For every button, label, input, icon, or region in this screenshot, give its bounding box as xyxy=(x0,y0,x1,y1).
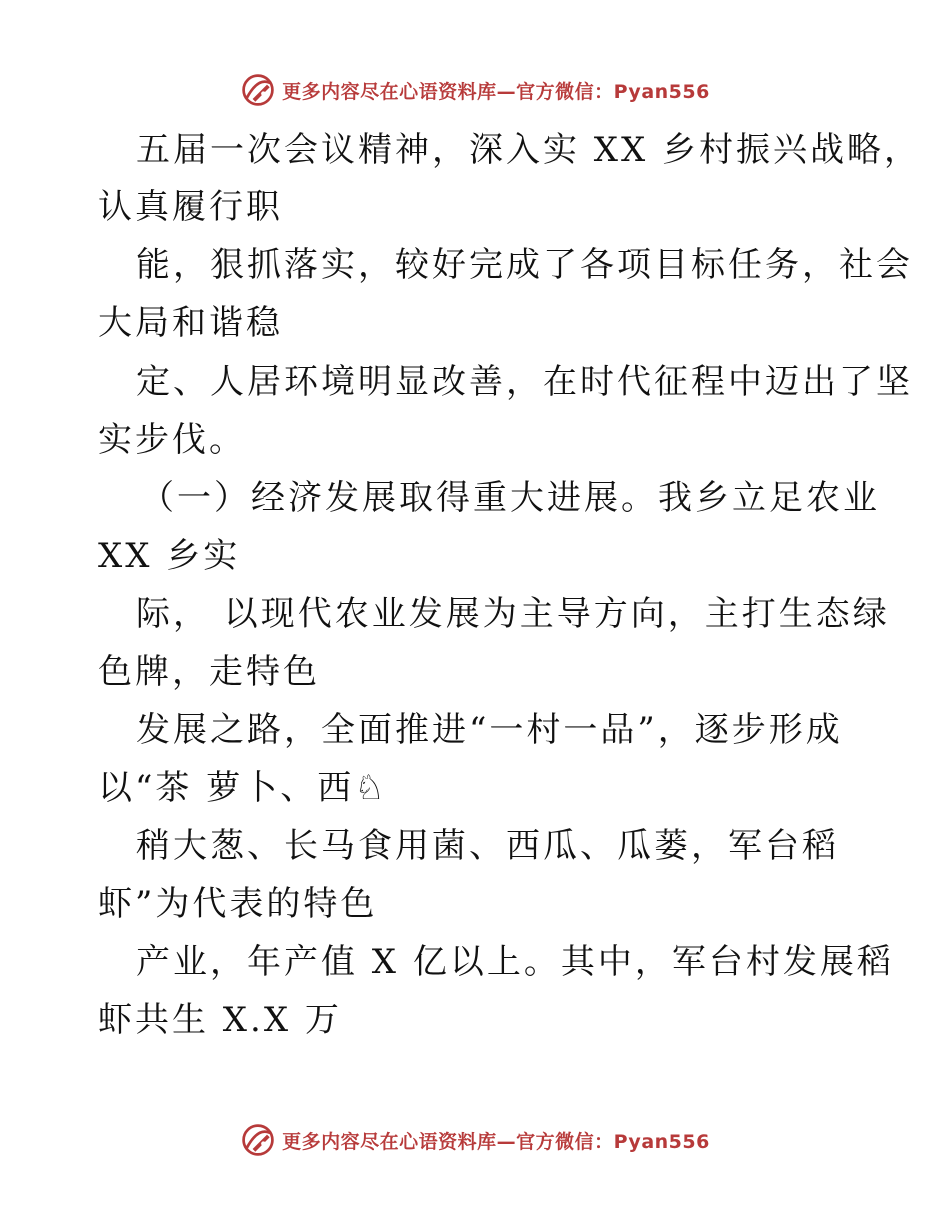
text-line-9: 际， 以现代农业发展为主导方向，主打生态绿 xyxy=(136,594,890,634)
watermark-group xyxy=(240,1122,710,1158)
watermark-group xyxy=(240,72,710,108)
text-line-13: 稍大葱、长马食用菌、西瓜、瓜蒌，军台稻 xyxy=(136,826,839,866)
text-line-6: 实步伐。 xyxy=(98,420,246,460)
text-line-11: 发展之路，全面推进“一村一品”，逐步形成 xyxy=(136,710,843,750)
watermark-text: 更多内容尽在心语资料库—官方微信：Pyan556 xyxy=(282,1130,710,1153)
text-line-2: 认真履行职 xyxy=(98,187,283,227)
text-line-5: 定、人居环境明显改善，在时代征程中迈出了坚 xyxy=(136,362,913,402)
pen-logo-icon xyxy=(240,1122,276,1158)
text-line-15: 产业，年产值 X 亿以上。其中，军台村发展稻 xyxy=(136,942,894,982)
footer-watermark xyxy=(0,1118,950,1162)
text-line-16: 虾共生 X.X 万 xyxy=(98,1000,342,1040)
text-line-8: XX 乡实 xyxy=(98,536,241,576)
pen-logo-icon xyxy=(240,72,276,108)
header-watermark xyxy=(0,68,950,112)
text-line-7: （一）经济发展取得重大进展。我乡立足农业 xyxy=(140,478,880,518)
text-line-14: 虾”为代表的特色 xyxy=(98,884,378,924)
watermark-text: 更多内容尽在心语资料库—官方微信：Pyan556 xyxy=(282,80,710,103)
text-line-3: 能，狠抓落实，较好完成了各项目标任务，社会 xyxy=(136,245,913,285)
text-line-10: 色牌，走特色 xyxy=(98,652,320,692)
text-line-4: 大局和谐稳 xyxy=(98,303,283,343)
text-line-12: 以“茶 萝卜、西♘ xyxy=(98,768,388,808)
text-line-1: 五届一次会议精神，深入实 XX 乡村振兴战略， xyxy=(136,130,922,170)
